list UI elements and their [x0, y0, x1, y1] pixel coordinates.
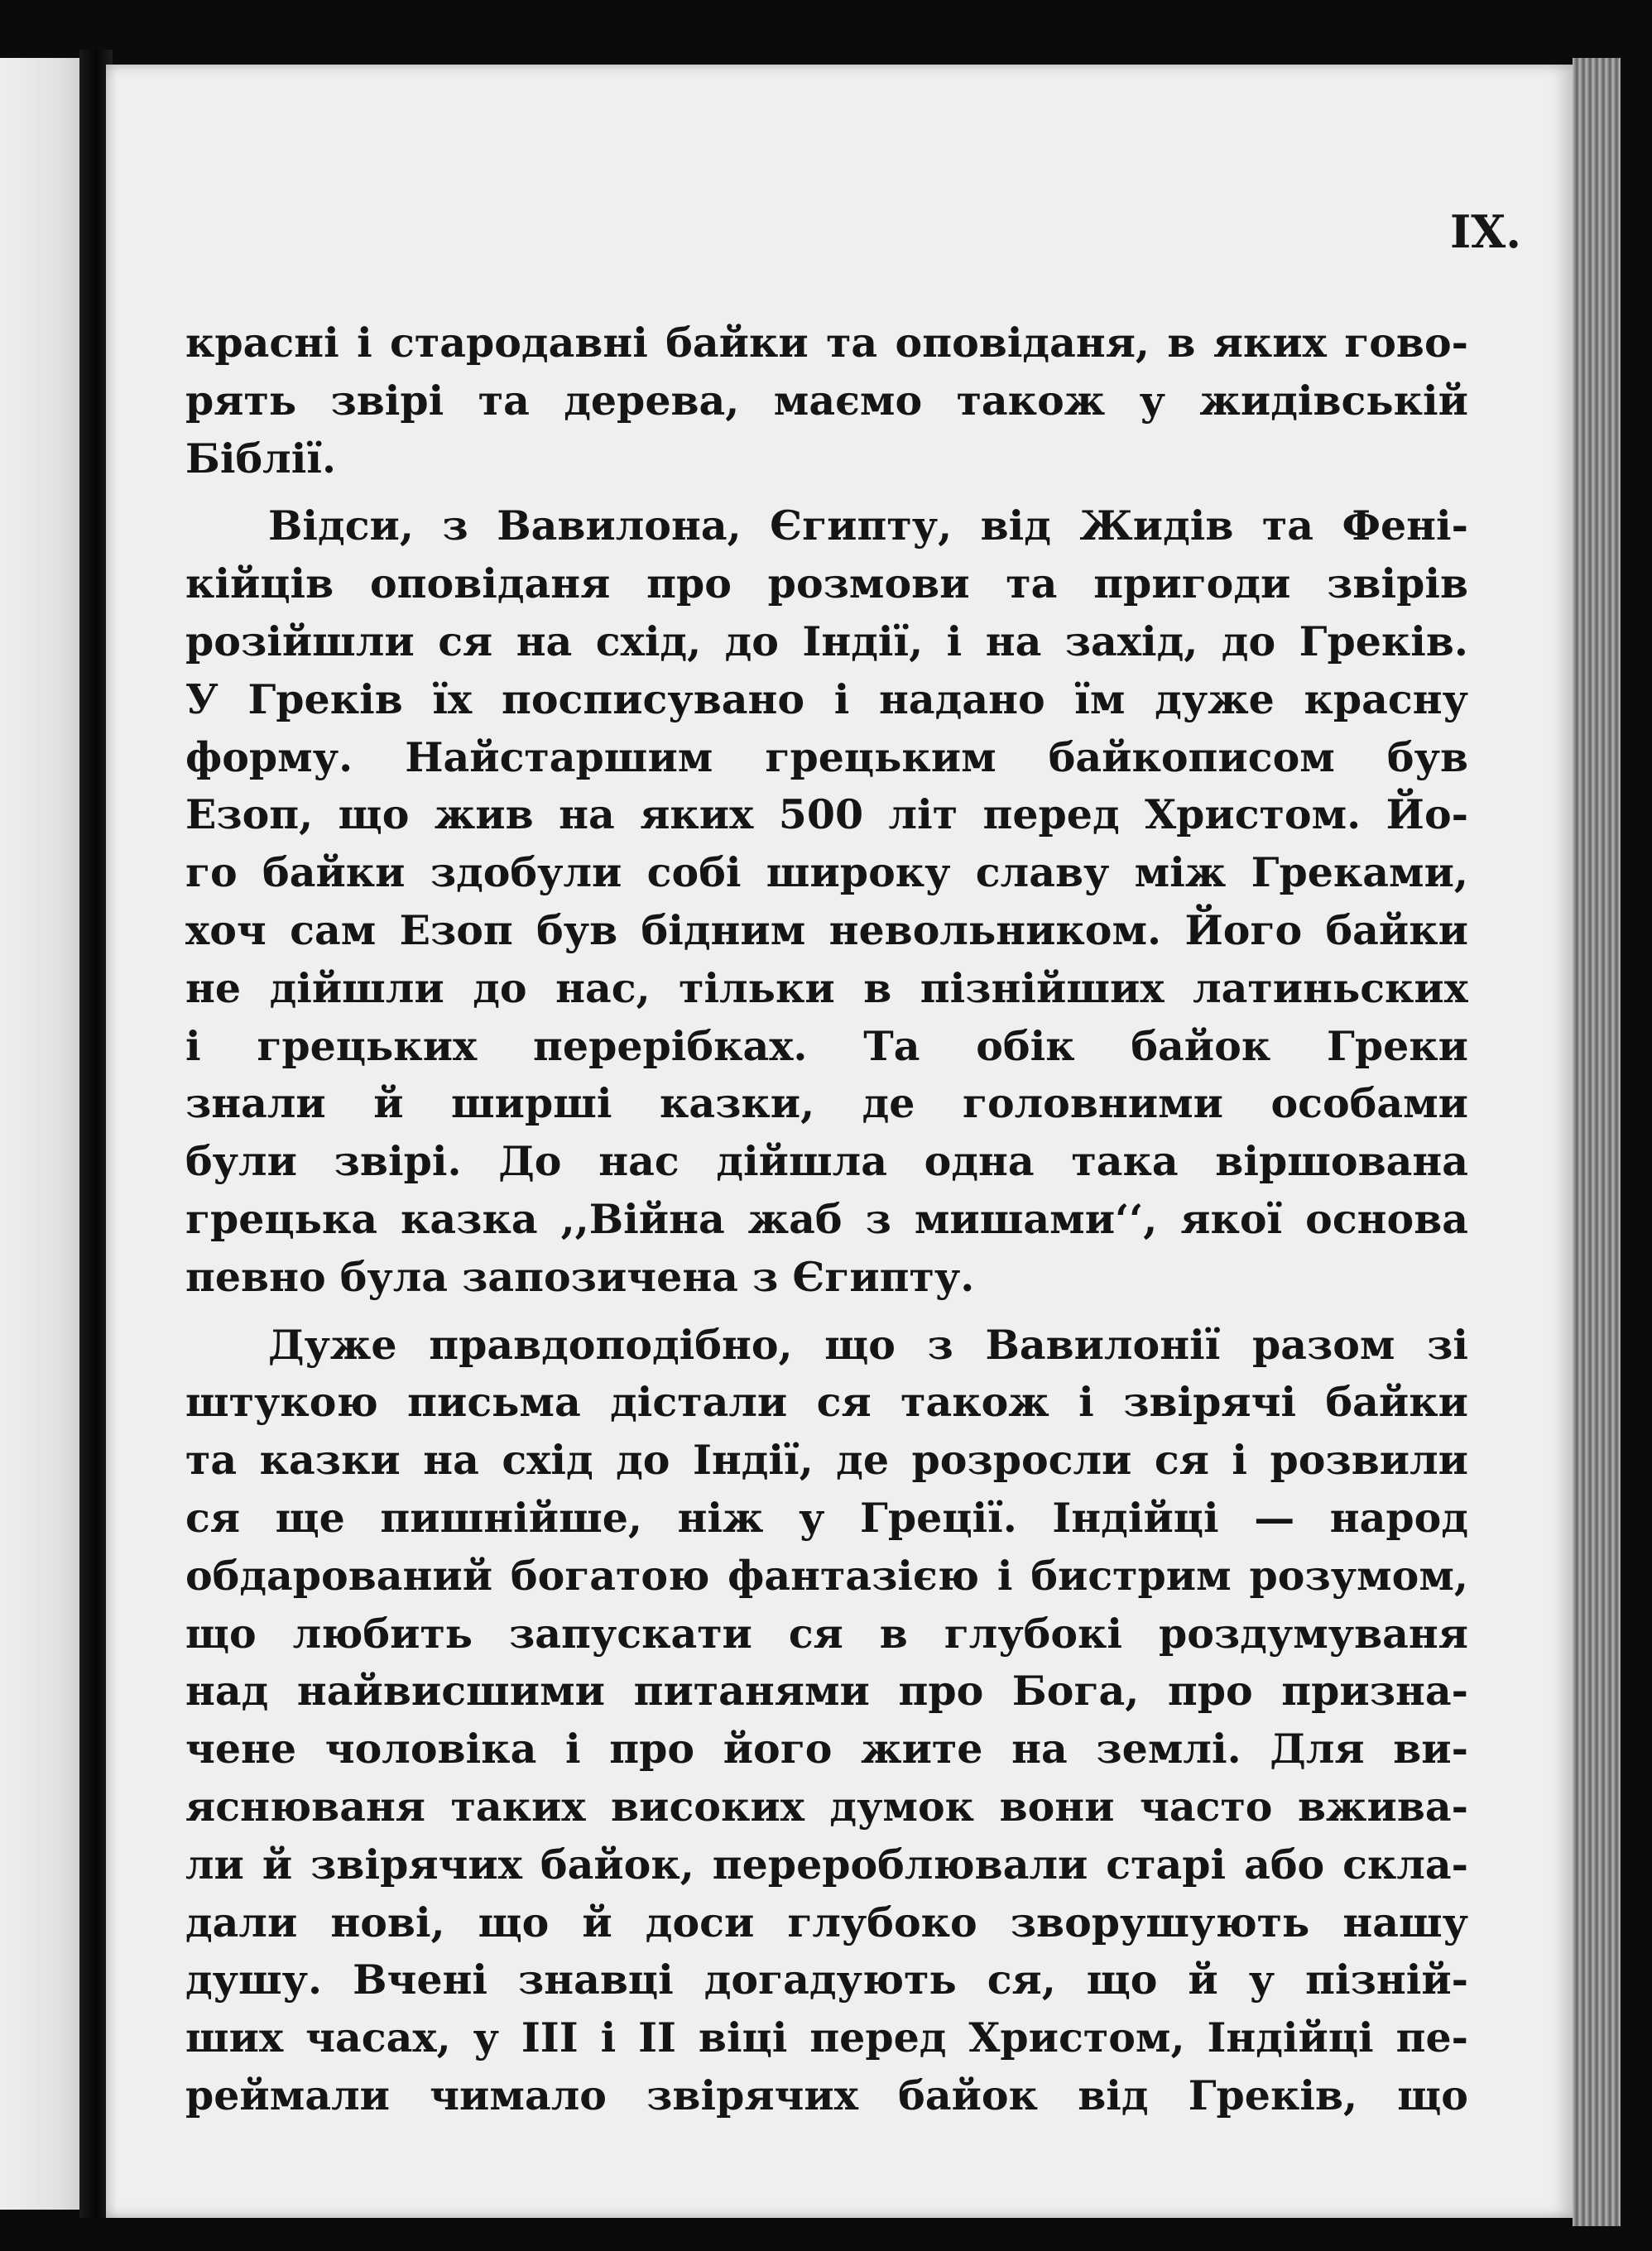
text-line: реймали чимало звірячих байок від Греків, що [185, 2071, 1468, 2119]
text-line: го байки здобули собі широку славу між Греками, [185, 848, 1468, 897]
text-line: Езоп, що жив на яких 500 літ перед Христом. Йо- [185, 790, 1468, 839]
text-line: Біблії. [185, 434, 337, 482]
text-line: душу. Вчені знавці догадують ся, що й у пізній- [185, 1956, 1468, 2004]
text-line: над найвисшими питанями про Бога, про призна- [185, 1667, 1468, 1716]
text-line: дали нові, що й доси глубоко зворушують нашу [185, 1898, 1468, 1946]
text-line: обдарований богатою фантазією і бистрим розумом, [185, 1551, 1468, 1600]
text-line: штукою письма дістали ся також і звірячі байки [185, 1378, 1468, 1427]
text-line: чене чоловіка і про його жите на землі. Для ви- [185, 1725, 1468, 1773]
page-stack-edge [1573, 58, 1621, 2226]
text-line: певно була запозичена з Єгипту. [185, 1252, 975, 1301]
text-line: У Греків їх посписувано і надано їм дуже красну [185, 674, 1468, 723]
paragraph [185, 1317, 1468, 2125]
text-line: розійшли ся на схід, до Індії, і на захід, до Греків. [185, 617, 1468, 665]
text-line: яснюваня таких високих думок вони часто вжива- [185, 1782, 1468, 1831]
previous-page-edge [0, 58, 83, 2210]
text-line: знали й ширші казки, де головними особами [185, 1079, 1468, 1128]
text-line: не дійшли до нас, тільки в пізнійших латиньских [185, 963, 1468, 1012]
text-line: кійців оповіданя про розмови та пригоди звірів [185, 559, 1468, 608]
paragraph [185, 497, 1468, 1306]
text-line: і грецьких перерібках. Та обік байок Греки [185, 1021, 1468, 1070]
paragraph [185, 314, 1468, 487]
text-line: хоч сам Езоп був бідним невольником. Його байки [185, 905, 1468, 954]
text-line: грецька казка ,,Війна жаб з мишами‘‘, якої основа [185, 1194, 1468, 1243]
text-line: були звірі. До нас дійшла одна така віршована [185, 1137, 1468, 1186]
text-line: ся ще пишнійше, ніж у Греції. Індійці — народ [185, 1493, 1468, 1542]
text-line: ли й звірячих байок, перероблювали старі або скла- [185, 1840, 1468, 1889]
text-line: Відси, з Вавилона, Єгипту, від Жидів та Фені- [268, 502, 1468, 550]
text-line: та казки на схід до Індії, де розросли ся і розвили [185, 1436, 1468, 1485]
text-line: що любить запускати ся в глубокі роздумуваня [185, 1609, 1468, 1658]
page-number: IX. [1450, 205, 1521, 258]
text-line: Дуже правдоподібно, що з Вавилонії разом зі [268, 1320, 1468, 1369]
text-line: форму. Найстаршим грецьким байкописом був [185, 732, 1468, 781]
text-line: рять звірі та дерева, маємо також у жидівській [185, 376, 1468, 425]
page-text-body [185, 314, 1468, 2125]
text-line: красні і стародавні байки та оповіданя, в яких гово- [185, 319, 1468, 367]
text-line: ших часах, у III і II віці перед Христом, Індійці пе- [185, 2013, 1468, 2062]
